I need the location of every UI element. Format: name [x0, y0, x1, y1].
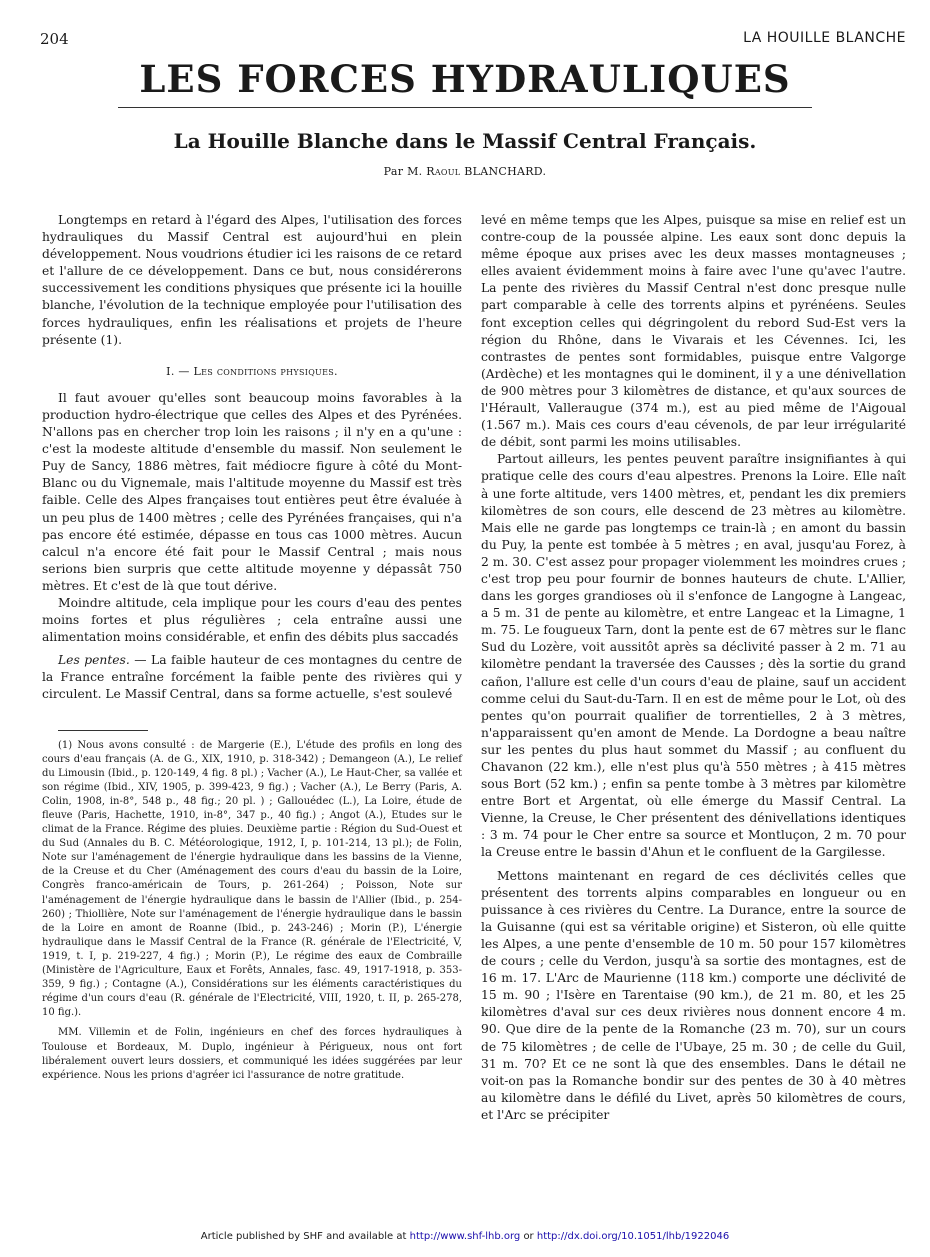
article-title: La Houille Blanche dans le Massif Central Français.	[173, 129, 757, 153]
body-paragraph: Mettons maintenant en regard de ces déclivités celles que présentent des torrents alpins comparables en longueur ou en puissance à ces rivières du Centre. La Durance, entre la source de la Guisanne (qui est sa véritable origine) et Sisteron, où elle quitte les Alpes, a une pente d'ensemble de 10 m. 50 pour 157 kilomètres de cours ; celle du Verdon, jusqu'à sa sortie des montagnes, est de 16 m. 17. L'Arc de Maurienne (118 km.) comporte une déclivité de 15 m. 90 ; l'Isère en Tarentaise (90 km.), de 21 m. 80, et les 25 kilomètres d'aval sur ces deux rivières nous donnent encore 4 m. 90. Que dire de la pente de la Romanche (23 m. 70), sur un cours de 75 kilomètres ; de celle de l'Ubaye, 25 m. 30 ; de celle du Guil, 31 m. 70? Et ce ne sont là que des ensembles. Dans le détail ne voit-on pas la Romanche bondir sur des pentes de 30 à 40 mètres au kilomètre dans le défilé du Livet, après 50 kilomètres de cours, et l'Arc se précipiter	[481, 868, 906, 1122]
body-paragraph: levé en même temps que les Alpes, puisque sa mise en relief est un contre-coup de la poussée alpine. Les eaux sont donc depuis la même époque aux prises avec les deux masses montagneuses ; elles avaient évidemment moins à faire avec l'une qu'avec l'autre. La pente des rivières du Massif Central n'est donc presque nulle part comparable à celle des torrents alpins et pyrénéens. Seules font exception celles qui dégringolent du rebord Sud-Est vers la région du Rhône, dans le Vivarais et les Cévennes. Ici, les contrastes de pentes sont formidables, puisque entre Valgorge (Ardèche) et les montagnes qui le dominent, il y a une dénivellation de 900 mètres pour 3 kilomètres de distance, et qu'aux sources de l'Hérault, Valleraugue (374 m.), est au pied même de l'Aigoual (1.567 m.). Mais ces cours d'eau cévenols, de par leur irrégularité de débit, sont parmi les moins utilisables.	[481, 213, 906, 450]
footer-or: or	[523, 1231, 534, 1242]
journal-name: LA HOUILLE BLANCHE	[743, 30, 906, 46]
byline-prefix: Par M.	[383, 165, 423, 178]
section-heading	[42, 363, 462, 380]
paragraph-lead: Les pentes.	[58, 653, 130, 668]
intro-paragraph: Longtemps en retard à l'égard des Alpes, l'utilisation des forces hydrauliques du Massif Central est aujourd'hui en plein développement. Nous voudrions étudier ici les raisons de ce retard et l'allure de ce développement. Dans ce but, nous considérerons successivement les conditions physiques que présente ici la houille blanche, l'évolution de la technique employée pour l'utilisation des forces hydrauliques, enfin les réalisations et projets de l'heure présente (1).	[42, 213, 462, 347]
page-number: 204	[40, 30, 69, 48]
section-heading-number: I. —	[166, 364, 190, 378]
running-header	[40, 30, 906, 50]
footnote: MM. Villemin et de Folin, ingénieurs en chef des forces hydrauliques à Toulouse et Bordeaux, M. Duplo, ingénieur à Périgueux, nous ont fort libéralement ouvert leurs dossiers, et communiqué les idées suggérées par leur expérience. Nous les prions d'agréer ici l'assurance de notre gratitude.	[42, 1027, 462, 1081]
right-column	[481, 212, 906, 1204]
body-paragraph	[42, 652, 462, 703]
title-rule	[118, 107, 812, 108]
footnotes	[42, 739, 462, 1083]
author-first-name: Raoul	[426, 165, 461, 178]
body-paragraph: Il faut avouer qu'elles sont beaucoup moins favorables à la production hydro-électrique que celles des Alpes et des Pyrénées. N'allons pas en chercher trop loin les raisons ; il n'y en a qu'une : c'est la modeste altitude d'ensemble du massif. Non seulement le Puy de Sancy, 1886 mètres, fait médiocre figure à côté du Mont-Blanc ou du Vignemale, mais l'altitude moyenne du Massif est très faible. Celle des Alpes françaises tout entières peut être évaluée à un peu plus de 1400 mètres ; celle des Pyrénées françaises, qui n'a pas encore été estimée, dépasse en tous cas 1000 mètres. Aucun calcul n'a encore été fait pour le Massif Central ; mais nous serions bien surpris que cette altitude moyenne y dépassât 750 mètres. Et c'est de là que tout dérive.	[42, 390, 462, 593]
byline	[0, 165, 930, 178]
body-paragraph: Moindre altitude, cela implique pour les cours d'eau des pentes moins fortes et plus régulières ; cela entraîne aussi une alimentation moins considérable, et enfin des débits plus saccadés	[42, 595, 462, 645]
section-heading-text: Les conditions physiques.	[193, 364, 338, 378]
body-paragraph: Partout ailleurs, les pentes peuvent paraître insignifiantes à qui pratique celle des cours d'eau alpestres. Prenons la Loire. Elle naît à une forte altitude, vers 1400 mètres, et, pendant les dix premiers kilomètres de son cours, elle descend de 23 mètres au kilomètre. Mais elle ne garde pas longtemps ce train-là ; en amont du bassin du Puy, la pente est tombée à 5 mètres ; en aval, jusqu'au Forez, à 2 m. 30. C'est assez pour propager violemment les moindres crues ; c'est trop peu pour fournir de bonnes hauteurs de chute. L'Allier, dans les gorges grandioses où il s'enfonce de Langogne à Langeac, a 5 m. 31 de pente au kilomètre, et entre Langeac et la Limagne, 1 m. 75. Le fougueux Tarn, dont la pente est de 67 mètres sur le flanc Sud du Lozère, voit aussitôt après sa déclivité passer à 2 m. 71 au kilomètre pendant la traversée des Causses ; dès la sortie du grand cañon, l'allure est celle d'un cours d'eau de plaine, sauf un accident comme celui du Saut-du-Tarn. Il en est de même pour le Lot, où des pentes qu'on pourrait qualifier de torrentielles, 2 à 3 mètres, n'apparaissent qu'en amont de Mende. La Dordogne a beau naître sur les pentes du plus haut sommet du Massif ; au confluent du Chavanon (22 km.), elle n'est plus qu'à 550 mètres ; à 415 mètres sous Bort (52 km.) ; enfin sa pente tombe à 3 mètres par kilomètre entre Bort et Argentat, où elle émerge du Massif Central. La Vienne, la Creuse, le Cher présentent des dénivellations identiques : 3 m. 74 pour le Cher entre sa source et Montluçon, 2 m. 70 pour la Creuse entre le bassin d'Ahun et le confluent de la Gargilesse.	[481, 452, 906, 860]
author-last-name: BLANCHARD.	[464, 165, 547, 178]
footer-link-doi[interactable]: http://dx.doi.org/10.1051/lhb/1922046	[536, 1231, 730, 1242]
footnote: (1) Nous avons consulté : de Margerie (E.), L'étude des profils en long des cours d'eau français (A. de G., XIX, 1910, p. 318-342) ; Demangeon (A.), Le relief du Limousin (Ibid., p. 120-149, 4 fig. 8 pl.) ; Vacher (A.), Le Haut-Cher, sa vallée et son régime (Ibid., XIV, 1905, p. 399-423, 9 fig.) ; Vacher (A.), Le Berry (Paris, A. Colin, 1908, in-8°, 548 p., 48 fig.; 20 pl. ) ; Gallouédec (L.), La Loire, étude de fleuve (Paris, Hachette, 1910, in-8°, 347 p., 40 fig.) ; Angot (A.), Etudes sur le climat de la France. Régime des pluies. Deuxième partie : Région du Sud-Ouest et du Sud (Annales du B. C. Météorologique, 1912, I, p. 101-214, 13 pl.); de Folin, Note sur l'aménagement de l'énergie hydraulique dans les bassins de la Vienne, de la Creuse et du Cher (Aménagement des cours d'eau du bassin de la Loire, Congrès franco-américain de Tours, p. 261-264) ; Poisson, Note sur l'aménagement de l'énergie hydraulique dans le bassin de l'Allier (Ibid., p. 254-260) ; Thiollière, Note sur l'aménagement de l'énergie hydraulique dans le bassin de la Loire en amont de Roanne (Ibid., p. 243-246) ; Morin (P.), L'énergie hydraulique dans le Massif Central de la France (R. générale de l'Electricité, V, 1919, t. I, p. 219-227, 4 fig.) ; Morin (P.), Le régime des eaux de Combraille (Ministère de l'Agriculture, Eaux et Forêts, Annales, fasc. 49, 1917-1918, p. 353-359, 9 fig.) ; Contagne (A.), Considérations sur les éléments caractéristiques du régime d'un cours d'eau (R. générale de l'Electricité, VIII, 1920, t. II, p. 265-278, 10 fig.).	[42, 739, 462, 1019]
footer-text: Article published by SHF and available at	[200, 1231, 407, 1242]
footer	[0, 1231, 930, 1242]
paragraph-text: — La faible hauteur de ces montagnes du centre de la France entraîne forcément la faible pente des rivières qui y circulent. Le Massif Central, dans sa forme actuelle, s'est soulevé	[42, 653, 462, 702]
left-column	[42, 212, 462, 1204]
footnote-rule	[58, 730, 148, 731]
section-title: LES FORCES HYDRAULIQUES	[139, 57, 791, 101]
footer-link-shf[interactable]: http://www.shf-lhb.org	[409, 1231, 521, 1242]
